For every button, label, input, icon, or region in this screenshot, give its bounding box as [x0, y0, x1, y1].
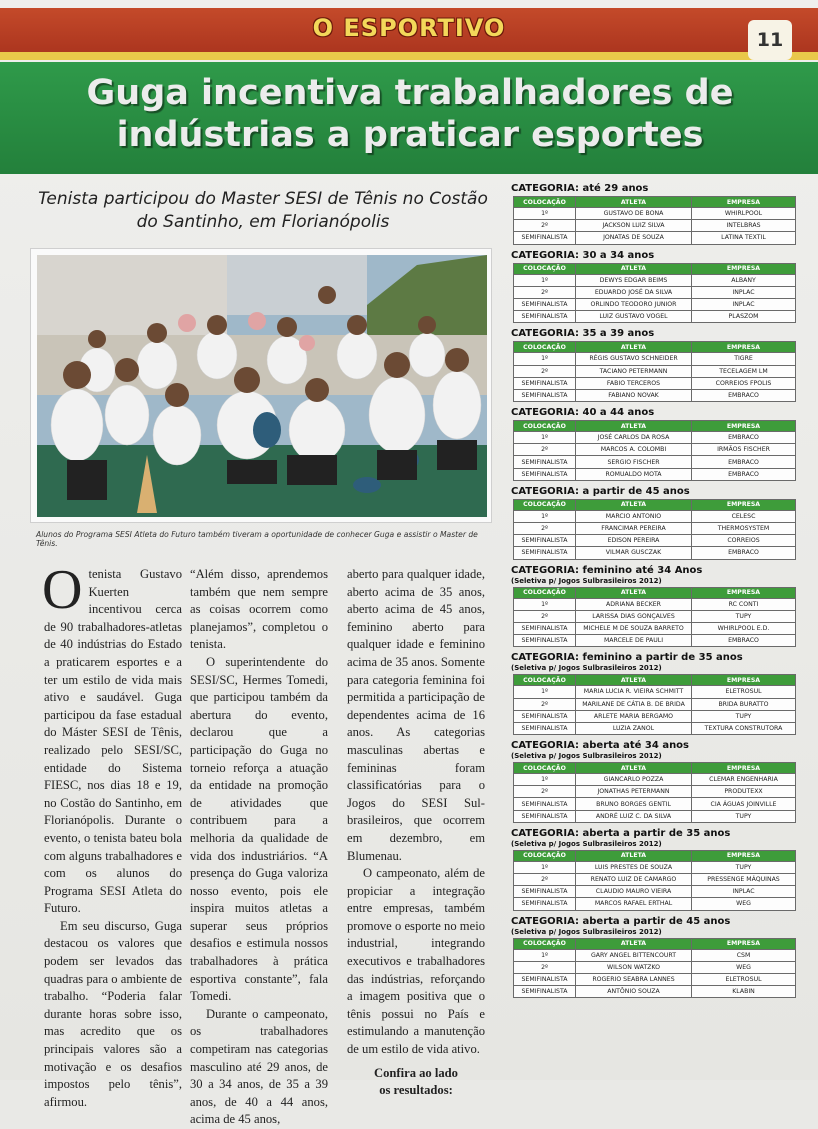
table-cell: 2º	[514, 444, 576, 456]
table-header-cell: COLOCAÇÃO	[514, 850, 576, 861]
article-column-3	[347, 566, 485, 1100]
category-name: até 29 anos	[582, 183, 649, 194]
category-label: CATEGORIA:	[511, 183, 580, 194]
table-cell: GIANCARLO POZZA	[576, 774, 692, 786]
table-cell: 2º	[514, 523, 576, 535]
table-header-row	[514, 263, 796, 274]
table-cell: SEMIFINALISTA	[514, 389, 576, 401]
headline-line-2: indústrias a praticar esportes	[116, 115, 704, 155]
table-cell: SEMIFINALISTA	[514, 456, 576, 468]
table-cell: DEWYS EDGAR BEIMS	[576, 274, 692, 286]
category-name: aberta a partir de 35 anos	[582, 827, 731, 839]
headline	[40, 72, 780, 156]
table-header-cell: ATLETA	[576, 421, 692, 432]
table-cell: ARLETE MARIA BERGAMO	[576, 710, 692, 722]
table-cell: 2º	[514, 610, 576, 622]
category-subtitle: (Seletiva p/ Jogos Sulbrasileiros 2012)	[511, 927, 662, 936]
table-cell: WHIRLPOOL	[692, 208, 796, 220]
table-row	[514, 973, 796, 985]
result-category	[511, 740, 801, 823]
table-cell: SEMIFINALISTA	[514, 798, 576, 810]
result-category	[511, 565, 801, 648]
category-label: CATEGORIA:	[511, 652, 580, 664]
table-cell: ROGERIO SEABRA LANNES	[576, 973, 692, 985]
table-header-cell: COLOCAÇÃO	[514, 675, 576, 686]
table-row	[514, 444, 796, 456]
table-cell: CORREIOS FPOLIS	[692, 377, 796, 389]
table-row	[514, 798, 796, 810]
table-cell: ORLINDO TEODORO JUNIOR	[576, 298, 692, 310]
table-header-row	[514, 763, 796, 774]
table-cell: SEMIFINALISTA	[514, 622, 576, 634]
table-row	[514, 298, 796, 310]
category-title	[511, 916, 801, 928]
drop-cap: O	[42, 559, 83, 621]
category-title	[511, 486, 801, 498]
results-table	[513, 850, 796, 911]
table-header-cell: COLOCAÇÃO	[514, 938, 576, 949]
table-row	[514, 610, 796, 622]
table-row	[514, 774, 796, 786]
table-row	[514, 710, 796, 722]
table-header-cell: COLOCAÇÃO	[514, 499, 576, 510]
table-row	[514, 456, 796, 468]
table-header-cell: COLOCAÇÃO	[514, 342, 576, 353]
table-cell: CLAUDIO MAURO VIEIRA	[576, 886, 692, 898]
table-cell: EMBRACO	[692, 468, 796, 480]
category-label: CATEGORIA:	[511, 328, 580, 340]
table-row	[514, 311, 796, 323]
table-row	[514, 986, 796, 998]
category-name: 40 a 44 anos	[582, 407, 655, 419]
category-subtitle: (Seletiva p/ Jogos Sulbrasileiros 2012)	[511, 752, 662, 761]
category-name: aberta até 34 anos	[582, 740, 690, 752]
category-name: feminino a partir de 35 anos	[582, 652, 743, 664]
table-cell: CORREIOS	[692, 535, 796, 547]
table-row	[514, 365, 796, 377]
table-cell: TACIANO PETERMANN	[576, 365, 692, 377]
table-header-row	[514, 850, 796, 861]
category-label: CATEGORIA:	[511, 564, 580, 576]
category-label: CATEGORIA:	[511, 407, 580, 419]
table-row	[514, 208, 796, 220]
table-cell: JOSÉ CARLOS DA ROSA	[576, 432, 692, 444]
category-name: 35 a 39 anos	[582, 328, 655, 340]
table-cell: 1º	[514, 432, 576, 444]
table-header-row	[514, 587, 796, 598]
table-cell: 1º	[514, 208, 576, 220]
table-cell: MICHELE M DE SOUZA BARRETO	[576, 622, 692, 634]
table-header-cell: EMPRESA	[692, 342, 796, 353]
category-title	[511, 328, 801, 340]
table-cell: LARISSA DIAS GONÇALVES	[576, 610, 692, 622]
photo-caption: Alunos do Programa SESI Atleta do Futuro também tiveram a oportunidade de conhecer Guga e assistir o Master de Tênis.	[36, 530, 478, 548]
table-header-row	[514, 938, 796, 949]
table-cell: 1º	[514, 353, 576, 365]
table-header-cell: ATLETA	[576, 763, 692, 774]
table-cell: SEMIFINALISTA	[514, 635, 576, 647]
table-row	[514, 686, 796, 698]
table-cell: INPLAC	[692, 286, 796, 298]
category-label: CATEGORIA:	[511, 740, 580, 752]
table-row	[514, 274, 796, 286]
table-cell: FRANCIMAR PEREIRA	[576, 523, 692, 535]
table-cell: KLABIN	[692, 986, 796, 998]
table-cell: ELETROSUL	[692, 686, 796, 698]
category-title	[511, 183, 801, 195]
table-cell: BRIDA BURATTO	[692, 698, 796, 710]
table-cell: SEMIFINALISTA	[514, 986, 576, 998]
table-cell: SEMIFINALISTA	[514, 722, 576, 734]
results-table	[513, 938, 796, 999]
category-title	[511, 565, 801, 577]
article-paragraph: O superintendente do SESI/SC, Hermes Tomedi, que participou também da abertura do evento, declarou que a participação do Guga no torneio reforça a atuação da entidade na promoção de atividades que contribuem para a melhoria da qualidade de vida dos industriários. “A presença do Guga valoriza nosso evento, pois ele inspira muitos atletas a superar seus próprios desafios e estimula nossos trabalhadores à prática esportiva constante”, fala Tomedi.	[190, 654, 328, 1004]
table-cell: PRODUTEXX	[692, 786, 796, 798]
table-cell: LATINA TEXTIL	[692, 232, 796, 244]
article-paragraph: aberto para qualquer idade, aberto acima de 35 anos, aberto acima de 45 anos, feminino aberto para qualquer idade e feminino acima de 35 anos. Somente para categoria feminina foi permitida a participação de dependentes acima de 16 anos. As categorias masculinas abertas e femininas foram classificatórias para o Jogos do SESI Sul-brasileiros, que ocorrem em dezembro, em Blumenau.	[347, 567, 485, 863]
table-cell: TIGRE	[692, 353, 796, 365]
table-cell: TEXTURA CONSTRUTORA	[692, 722, 796, 734]
table-header-cell: ATLETA	[576, 499, 692, 510]
table-cell: RC CONTI	[692, 598, 796, 610]
table-header-cell: EMPRESA	[692, 675, 796, 686]
table-row	[514, 547, 796, 559]
table-header-cell: EMPRESA	[692, 263, 796, 274]
table-cell: 1º	[514, 274, 576, 286]
table-cell: SEMIFINALISTA	[514, 311, 576, 323]
table-cell: ADRIANA BECKER	[576, 598, 692, 610]
table-cell: SEMIFINALISTA	[514, 547, 576, 559]
table-cell: MARCIO ANTONIO	[576, 510, 692, 522]
table-row	[514, 468, 796, 480]
table-row	[514, 861, 796, 873]
table-cell: SEMIFINALISTA	[514, 468, 576, 480]
table-cell: 2º	[514, 961, 576, 973]
table-header-row	[514, 675, 796, 686]
article-paragraph: Em seu discurso, Guga destacou os valores que podem ser levados das quadras para o ambiente de trabalho. “Poderia falar durante horas sobre isso, mas acredito que os principais valores são a motivação e os desafios impostos pelo tênis”, afirmou.	[44, 918, 182, 1109]
category-name: 30 a 34 anos	[582, 249, 655, 261]
table-cell: RÉGIS GUSTAVO SCHNEIDER	[576, 353, 692, 365]
table-cell: 1º	[514, 510, 576, 522]
table-cell: 1º	[514, 949, 576, 961]
table-header-cell: EMPRESA	[692, 197, 796, 208]
table-cell: MARCOS A. COLOMBI	[576, 444, 692, 456]
table-cell: WEG	[692, 961, 796, 973]
table-cell: CLEMAR ENGENHARIA	[692, 774, 796, 786]
table-cell: ROMUALDO MOTA	[576, 468, 692, 480]
category-title	[511, 828, 801, 840]
result-category	[511, 828, 801, 911]
table-cell: 1º	[514, 774, 576, 786]
confira-note	[347, 1065, 485, 1100]
category-label: CATEGORIA:	[511, 485, 580, 497]
table-header-row	[514, 197, 796, 208]
table-cell: ANTÔNIO SOUZA	[576, 986, 692, 998]
table-row	[514, 886, 796, 898]
results-table	[513, 674, 796, 735]
category-name: a partir de 45 anos	[582, 485, 690, 497]
table-cell: MARILANE DE CÁTIA B. DE BRIDA	[576, 698, 692, 710]
table-row	[514, 432, 796, 444]
table-cell: IRMÃOS FISCHER	[692, 444, 796, 456]
table-header-cell: COLOCAÇÃO	[514, 421, 576, 432]
table-cell: GARY ANGEL BITTENCOURT	[576, 949, 692, 961]
table-header-cell: EMPRESA	[692, 499, 796, 510]
subtitle-line-1: Tenista participou do Master SESI de Tênis no Costão	[38, 189, 488, 209]
table-cell: VILMAR GUSCZAK	[576, 547, 692, 559]
table-header-cell: EMPRESA	[692, 938, 796, 949]
table-cell: WILSON WATZKO	[576, 961, 692, 973]
table-header-row	[514, 342, 796, 353]
table-cell: EMBRACO	[692, 389, 796, 401]
table-cell: EDISON PEREIRA	[576, 535, 692, 547]
table-row	[514, 377, 796, 389]
table-header-cell: ATLETA	[576, 587, 692, 598]
results-table	[513, 762, 796, 823]
table-cell: SEMIFINALISTA	[514, 232, 576, 244]
results-table	[513, 341, 796, 402]
category-title	[511, 652, 801, 664]
table-cell: TUPY	[692, 810, 796, 822]
table-cell: TECELAGEM LM	[692, 365, 796, 377]
table-header-cell: ATLETA	[576, 263, 692, 274]
result-category	[511, 652, 801, 735]
table-cell: BRUNO BORGES GENTIL	[576, 798, 692, 810]
table-cell: RENATO LUIZ DE CAMARGO	[576, 874, 692, 886]
table-header-cell: EMPRESA	[692, 850, 796, 861]
table-cell: 2º	[514, 698, 576, 710]
article-paragraph: O campeonato, além de propiciar a integração entre empresas, também promove o esporte no meio industrial, integrando executivos e trabalhadores das indústrias, reforçando a imagem positiva que o tênis possui no País e estimulando a manutenção de um estilo de vida ativo.	[347, 866, 485, 1057]
table-cell: ELETROSUL	[692, 973, 796, 985]
table-row	[514, 510, 796, 522]
table-row	[514, 874, 796, 886]
table-cell: EMBRACO	[692, 547, 796, 559]
table-row	[514, 949, 796, 961]
table-header-row	[514, 421, 796, 432]
table-row	[514, 810, 796, 822]
table-header-cell: EMPRESA	[692, 421, 796, 432]
table-cell: EMBRACO	[692, 635, 796, 647]
result-category	[511, 486, 801, 560]
table-cell: 1º	[514, 598, 576, 610]
table-cell: SEMIFINALISTA	[514, 886, 576, 898]
table-row	[514, 786, 796, 798]
article-paragraph	[42, 559, 182, 918]
table-header-cell: ATLETA	[576, 197, 692, 208]
table-header-cell: COLOCAÇÃO	[514, 263, 576, 274]
category-title	[511, 740, 801, 752]
table-cell: 2º	[514, 220, 576, 232]
table-cell: 2º	[514, 786, 576, 798]
results-table	[513, 587, 796, 648]
table-cell: FABIANO NOVAK	[576, 389, 692, 401]
table-cell: SERGIO FISCHER	[576, 456, 692, 468]
confira-line-2: os resultados:	[379, 1083, 453, 1098]
table-cell: SEMIFINALISTA	[514, 535, 576, 547]
table-row	[514, 389, 796, 401]
category-label: CATEGORIA:	[511, 915, 580, 927]
table-row	[514, 535, 796, 547]
table-cell: MARCOS RAFAEL ERTHAL	[576, 898, 692, 910]
table-header-cell: COLOCAÇÃO	[514, 587, 576, 598]
article-paragraph: Durante o campeonato, os trabalhadores competiram nas categorias masculino até 29 anos, de 30 a 34 anos, de 35 a 39 anos, de 40 a 44 anos, acima de 45 anos,	[190, 1006, 328, 1127]
table-cell: PRESSENGE MÁQUINAS	[692, 874, 796, 886]
table-cell: SEMIFINALISTA	[514, 710, 576, 722]
table-header-row	[514, 499, 796, 510]
table-cell: WHIRLPOOL E.D.	[692, 622, 796, 634]
table-header-cell: ATLETA	[576, 850, 692, 861]
category-title	[511, 407, 801, 419]
table-cell: SEMIFINALISTA	[514, 898, 576, 910]
subtitle-line-2: do Santinho, em Florianópolis	[136, 212, 390, 232]
table-row	[514, 622, 796, 634]
table-cell: SEMIFINALISTA	[514, 810, 576, 822]
table-cell: GUSTAVO DE BONA	[576, 208, 692, 220]
table-cell: TUPY	[692, 610, 796, 622]
table-header-cell: COLOCAÇÃO	[514, 197, 576, 208]
article-column-1	[42, 559, 182, 1111]
article-paragraph-text: tenista Gustavo Kuerten incentivou cerca de 90 trabalhadores-atletas de 40 indústrias do Estado a praticarem esportes e a ter um estilo de vida mais ativo e saudável. Guga participou da fase estadual do Máster SESI de Tênis, realizado pelo SESI/SC, entidade do Sistema FIESC, nos dias 18 e 19, no Costão do Santinho, em Florianópolis. Durante o evento, o tenista bateu bola com alguns trabalhadores e com os alunos do Programa SESI Atleta do Futuro.	[44, 567, 182, 916]
table-cell: 1º	[514, 861, 576, 873]
result-category	[511, 183, 801, 245]
table-row	[514, 898, 796, 910]
result-category	[511, 250, 801, 324]
table-cell: MARIA LUCIA R. VIEIRA SCHMITT	[576, 686, 692, 698]
table-cell: INTELBRAS	[692, 220, 796, 232]
table-cell: LUZIA ZANOL	[576, 722, 692, 734]
results-panel	[511, 183, 801, 1003]
category-name: feminino até 34 Anos	[582, 564, 703, 576]
article-paragraph: “Além disso, aprendemos também que nem sempre as coisas ocorrem como planejamos”, completou o tenista.	[190, 567, 328, 652]
group-photo-image	[37, 255, 487, 517]
table-cell: 2º	[514, 365, 576, 377]
table-row	[514, 961, 796, 973]
results-table	[513, 263, 796, 324]
table-cell: INPLAC	[692, 886, 796, 898]
group-photo	[30, 248, 492, 523]
table-row	[514, 698, 796, 710]
table-header-cell: ATLETA	[576, 938, 692, 949]
results-table	[513, 499, 796, 560]
table-cell: JONATAS DE SOUZA	[576, 232, 692, 244]
table-row	[514, 286, 796, 298]
table-cell: JACKSON LUIZ SILVA	[576, 220, 692, 232]
subtitle	[28, 188, 498, 234]
result-category	[511, 916, 801, 999]
table-cell: 1º	[514, 686, 576, 698]
table-cell: THERMOSYSTEM	[692, 523, 796, 535]
table-cell: EDUARDO JOSÉ DA SILVA	[576, 286, 692, 298]
table-row	[514, 598, 796, 610]
results-table	[513, 420, 796, 481]
table-cell: ALBANY	[692, 274, 796, 286]
table-cell: ANDRÉ LUIZ C. DA SILVA	[576, 810, 692, 822]
table-header-cell: ATLETA	[576, 342, 692, 353]
table-cell: SEMIFINALISTA	[514, 973, 576, 985]
table-cell: 2º	[514, 874, 576, 886]
table-cell: JONATHAS PETERMANN	[576, 786, 692, 798]
category-subtitle: (Seletiva p/ Jogos Sulbrasileiros 2012)	[511, 839, 662, 848]
category-subtitle: (Seletiva p/ Jogos Sulbrasileiros 2012)	[511, 576, 662, 585]
table-row	[514, 523, 796, 535]
category-subtitle: (Seletiva p/ Jogos Sulbrasileiros 2012)	[511, 664, 662, 673]
table-row	[514, 353, 796, 365]
table-cell: 2º	[514, 286, 576, 298]
category-label: CATEGORIA:	[511, 827, 580, 839]
table-cell: INPLAC	[692, 298, 796, 310]
table-cell: PLASZOM	[692, 311, 796, 323]
table-cell: SEMIFINALISTA	[514, 298, 576, 310]
table-row	[514, 722, 796, 734]
result-category	[511, 328, 801, 402]
page-number: 11	[748, 20, 792, 60]
table-row	[514, 232, 796, 244]
table-cell: SEMIFINALISTA	[514, 377, 576, 389]
table-cell: CSM	[692, 949, 796, 961]
table-row	[514, 635, 796, 647]
article-column-2	[190, 566, 328, 1129]
table-cell: FABIO TERCEROS	[576, 377, 692, 389]
table-cell: EMBRACO	[692, 432, 796, 444]
table-cell: LUIZ GUSTAVO VOGEL	[576, 311, 692, 323]
table-cell: TUPY	[692, 861, 796, 873]
section-title: O ESPORTIVO	[312, 14, 506, 42]
table-header-cell: COLOCAÇÃO	[514, 763, 576, 774]
category-label: CATEGORIA:	[511, 249, 580, 261]
table-cell: WEG	[692, 898, 796, 910]
confira-line-1: Confira ao lado	[374, 1065, 458, 1080]
table-cell: CELESC	[692, 510, 796, 522]
results-table	[513, 196, 796, 245]
category-name: aberta a partir de 45 anos	[582, 915, 731, 927]
table-cell: LUIS PRESTES DE SOUZA	[576, 861, 692, 873]
table-header-cell: EMPRESA	[692, 763, 796, 774]
table-cell: TUPY	[692, 710, 796, 722]
table-header-cell: ATLETA	[576, 675, 692, 686]
table-cell: EMBRACO	[692, 456, 796, 468]
headline-line-1: Guga incentiva trabalhadores de	[86, 73, 734, 113]
table-header-cell: EMPRESA	[692, 587, 796, 598]
table-cell: CIA ÁGUAS JOINVILLE	[692, 798, 796, 810]
category-title	[511, 250, 801, 262]
result-category	[511, 407, 801, 481]
table-row	[514, 220, 796, 232]
table-cell: MARCELE DE PAULI	[576, 635, 692, 647]
